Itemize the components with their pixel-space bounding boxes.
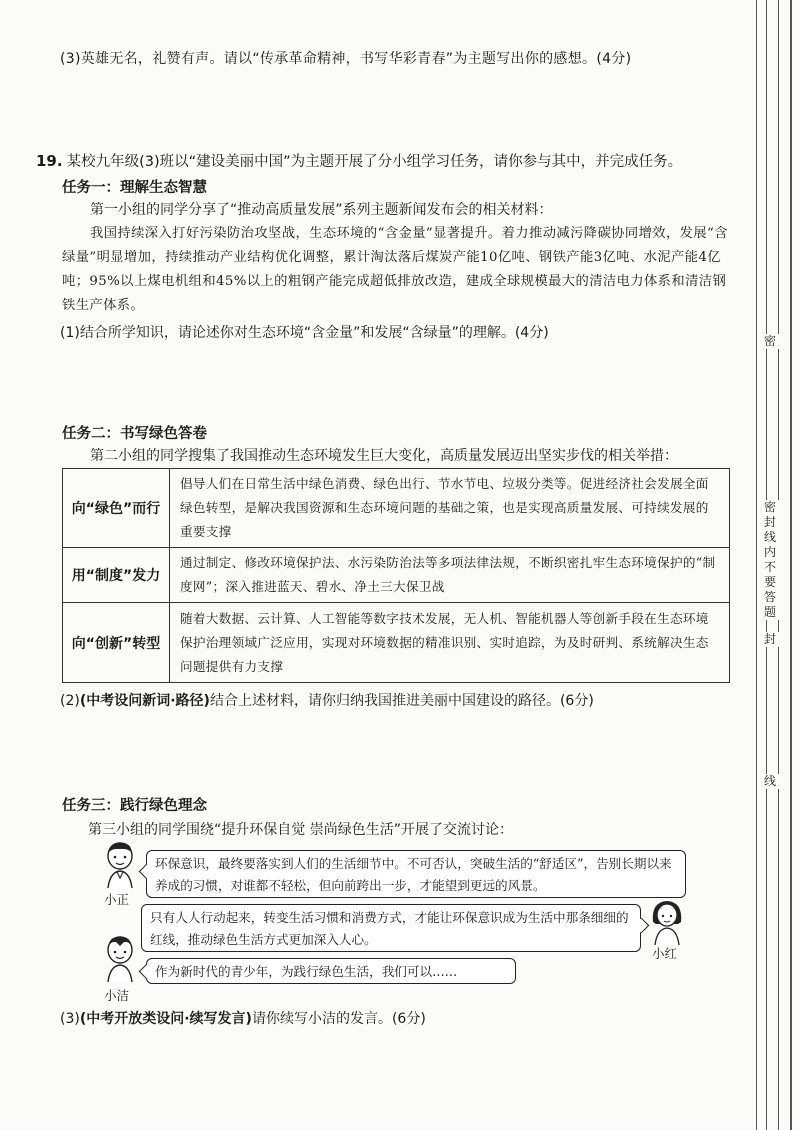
- row-detail: 随着大数据、云计算、人工智能等数字技术发展，无人机、智能机器人等创新手段在生态环境保护治理领域广泛应用，实现对环境数据的精准识别、实时追踪，为及时研判、系统解决生态问题提供有力支撑: [170, 603, 730, 683]
- child-avatar-icon: [100, 934, 140, 984]
- question-number: 19.: [36, 152, 63, 170]
- table-row: [63, 469, 730, 548]
- binding-seal-char: 密: [760, 334, 780, 349]
- binding-line: [790, 0, 792, 1130]
- task1-heading: 任务一：理解生态智慧: [62, 180, 207, 196]
- task2-question: [60, 690, 594, 710]
- speech-bubble-xiaozheng: 环保意识，最终要落实到人们的生活细节中。不可否认，突破生活的“舒适区”，告别长期以来养成的习惯，对谁都不轻松，但向前跨出一步，才能望到更远的风景。: [146, 850, 686, 898]
- question-tag: (中考设问新词·路径): [79, 693, 210, 709]
- question-num: (2): [60, 693, 80, 709]
- speaker-name: 小洁: [104, 988, 130, 1003]
- row-detail: 倡导人们在日常生活中绿色消费、绿色出行、节水节电、垃圾分类等。促进经济社会发展全面绿色转型，是解决我国资源和生态环境问题的基础之策，也是实现高质量发展、可持续发展的重要支撑: [170, 469, 730, 548]
- binding-notice: 密封线内不要答题: [760, 500, 780, 620]
- measures-table: [62, 468, 730, 683]
- row-detail: 通过制定、修改环境保护法、水污染防治法等多项法律法规，不断织密扎牢生态环境保护的“制度网”；深入推进蓝天、碧水、净土三大保卫战: [170, 548, 730, 603]
- row-category: 向“创新”转型: [63, 603, 170, 683]
- speaker-name: 小正: [104, 892, 130, 907]
- table-row: [63, 603, 730, 683]
- task1-question: (1)结合所学知识，请论述你对生态环境“含金量”和发展“含绿量”的理解。(4分): [60, 325, 549, 341]
- binding-line: [756, 0, 757, 1130]
- binding-seal-char: 线: [760, 774, 780, 789]
- girl-avatar-icon: [648, 898, 686, 946]
- q18-part3-question: (3)英雄无名，礼赞有声。请以“传承革命精神，书写华彩青春”为主题写出你的感想。(4分): [60, 51, 632, 67]
- speaker-name: 小红: [652, 946, 678, 961]
- q19-intro: [36, 150, 682, 171]
- task1-material: 我国持续深入打好污染防治攻坚战，生态环境的“含金量”显著提升。着力推动减污降碳协同增效，发展“含绿量”明显增加，持续推动产业结构优化调整，累计淘汰落后煤炭产能10亿吨、钢铁产能3亿吨、水泥产能4亿吨；95%以上煤电机组和45%以上的粗钢产能完成超低排放改造，建成全球规模最大的清洁电力体系和清洁钢铁生产体系。: [62, 226, 728, 313]
- task2-lead: 第二小组的同学搜集了我国推动生态环境发生巨大变化，高质量发展迈出坚实步伐的相关举措：: [90, 448, 678, 464]
- speech-bubble-xiaojie: 作为新时代的青少年，为践行绿色生活，我们可以……: [146, 958, 516, 984]
- speech-bubble-xiaohong: 只有人人行动起来，转变生活习惯和消费方式，才能让环保意识成为生活中那条细细的红线，推动绿色生活方式更加深入人心。: [141, 904, 641, 952]
- question-num: (3): [60, 1011, 80, 1027]
- q19-intro-text: 某校九年级(3)班以“建设美丽中国”为主题开展了分小组学习任务，请你参与其中，并完成任务。: [66, 154, 683, 170]
- question-tag: (中考开放类设问·续写发言): [79, 1011, 252, 1027]
- task3-lead: 第三小组的同学围绕“提升环保自觉 崇尚绿色生活”开展了交流讨论：: [88, 822, 513, 838]
- boy-avatar-icon: [100, 840, 140, 890]
- task3-heading: 任务三：践行绿色理念: [62, 798, 207, 814]
- binding-seal-char: 封: [760, 632, 780, 647]
- question-text: 请你续写小洁的发言。(6分): [251, 1011, 426, 1027]
- row-category: 向“绿色”而行: [63, 469, 170, 548]
- task1-lead: 第一小组的同学分享了“推动高质量发展”系列主题新闻发布会的相关材料：: [90, 202, 553, 218]
- row-category: 用“制度”发力: [63, 548, 170, 603]
- table-row: [63, 548, 730, 603]
- task2-heading: 任务二：书写绿色答卷: [62, 426, 207, 442]
- task3-question: [60, 1008, 426, 1028]
- question-text: 结合上述材料，请你归纳我国推进美丽中国建设的路径。(6分): [209, 693, 594, 709]
